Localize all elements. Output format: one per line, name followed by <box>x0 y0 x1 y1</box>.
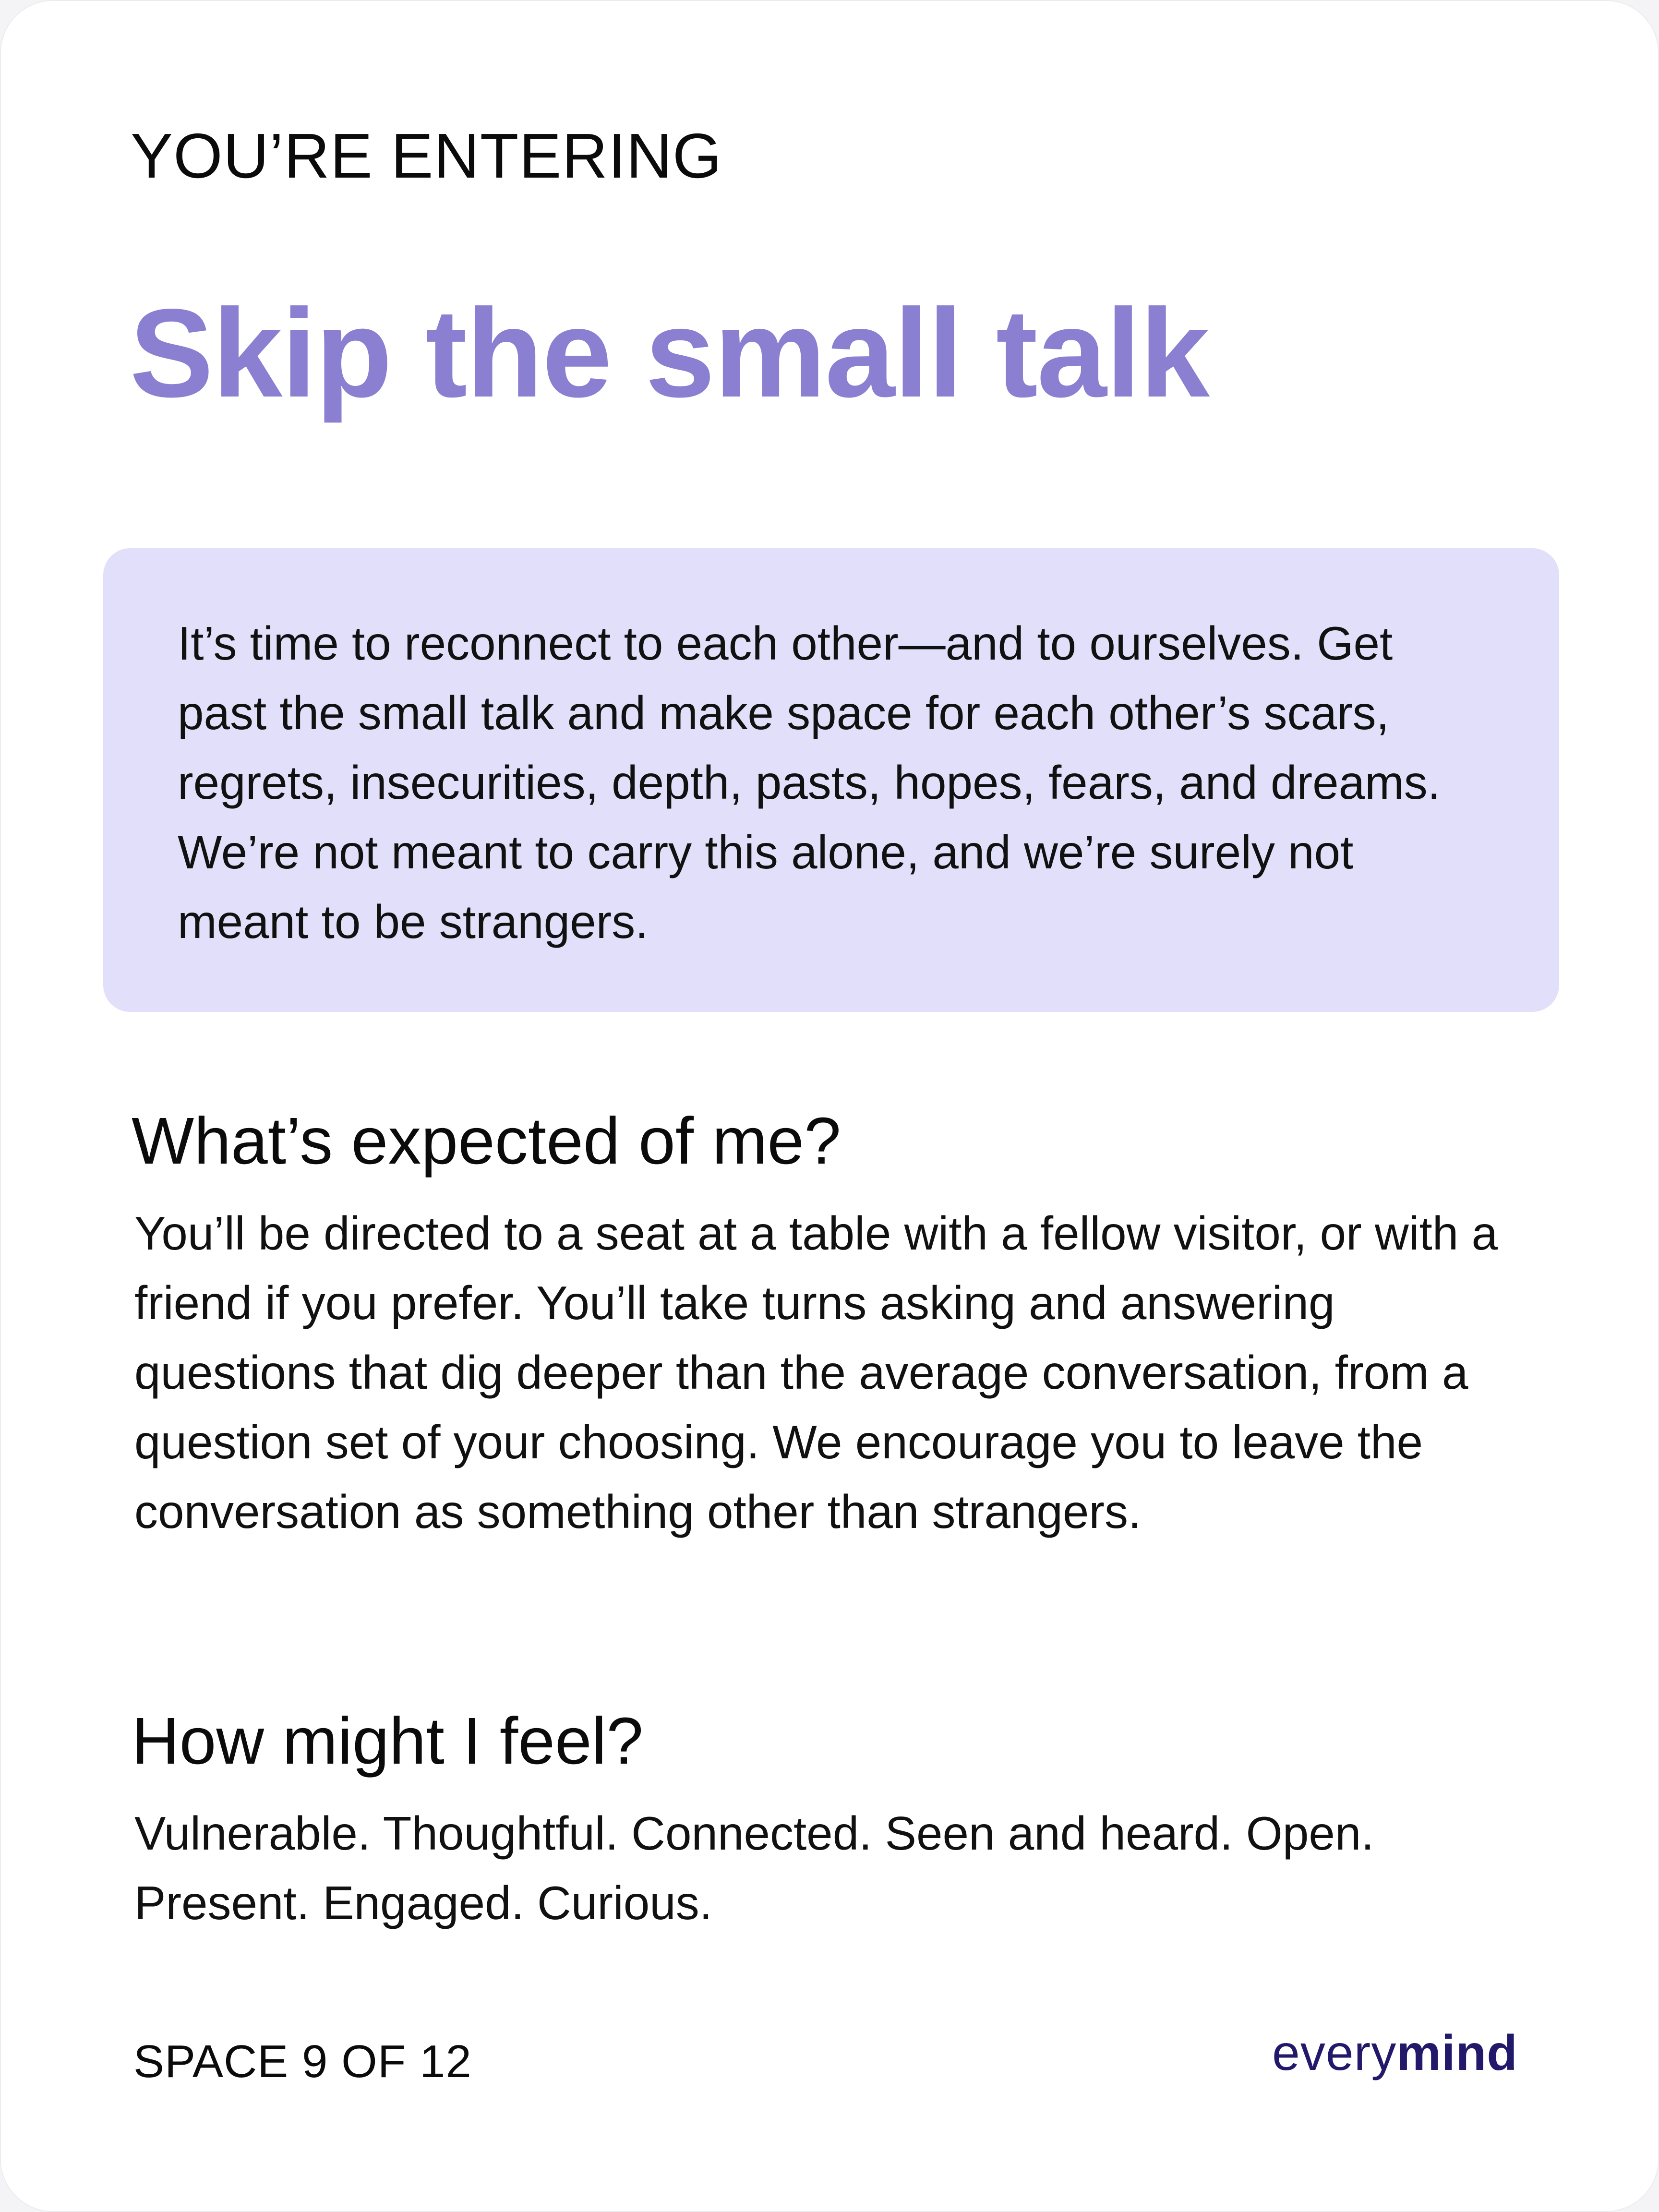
intro-text: It’s time to reconnect to each other—and to ourselves. Get past the small talk and make space for each other’s scars, regrets, insecurities, depth, pasts, hopes, fears, and dreams. We’re not meant to carry this alone, and we’re surely not meant to be strangers. <box>178 617 1441 948</box>
everymind-logo <box>1272 2026 1518 2080</box>
section-heading-feel: How might I feel? <box>132 1704 644 1778</box>
space-counter: SPACE 9 OF 12 <box>133 2036 472 2087</box>
page-title: Skip the small talk <box>130 283 1209 423</box>
logo-text-bold: mind <box>1396 2025 1518 2081</box>
section-body-expected: You’ll be directed to a seat at a table with a fellow visitor, or with a friend if you prefer. You’ll take turns asking and answering questions that dig deeper than the average conversation, from a question set of your choosing. We encourage you to leave the conversation as something other than strangers. <box>134 1207 1498 1538</box>
section-heading-expected: What’s expected of me? <box>132 1104 841 1178</box>
logo-text-light: every <box>1272 2025 1397 2081</box>
section-body-feel: Vulnerable. Thoughtful. Connected. Seen and heard. Open. Present. Engaged. Curious. <box>134 1807 1374 1929</box>
intro-callout <box>103 548 1559 1012</box>
eyebrow-label: YOU’RE ENTERING <box>131 120 722 191</box>
